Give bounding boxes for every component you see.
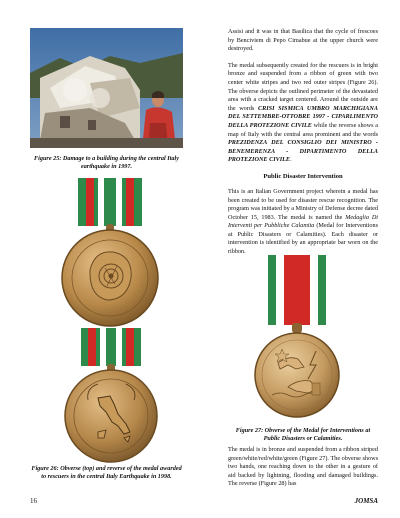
right-column: [228, 28, 378, 265]
figure-26-obverse-medal: [55, 178, 165, 338]
figure-25-caption: Figure 25: Damage to a building during the central Italy earthquake in 1997.: [34, 155, 179, 170]
paragraph-text: (Medal for Interventions at Public Disasters or Calamities). Each disaster or intervention is identified by an appropriate bar worn on the ribbon.: [228, 222, 378, 256]
journal-name: JOMSA: [354, 497, 378, 505]
section-heading: Public Disaster Intervention: [263, 172, 343, 180]
obverse-inscription: CRISI SISMICA UMBRO MARCHIGIANA DEL SETTEMBRE-OTTOBRE 1997 - CIPARLIMENTO DELLA PROTEZIONE CIVILE: [228, 104, 378, 129]
figure-27-medal: [238, 255, 356, 420]
paragraph-program: [228, 188, 378, 257]
figure-25-photo: [30, 28, 183, 148]
reverse-inscription: PREZIDENZA DEL CONSIGLIO DEI MINISTRO - BENEMERENZA - DIPARTIMENTO DELLA PROTEZIONE CIVILE: [228, 139, 378, 164]
figure-26-reverse-medal: [58, 328, 163, 468]
figure-26-caption: Figure 26: Obverse (top) and reverse of the medal awarded to rescuers in the central Italy Earthquake in 1998.: [31, 465, 182, 480]
medal-name: Medaglia Di Interventi per Pubbliche Calamita: [228, 213, 379, 230]
paragraph-text: while the reverse shows a map of Italy with the central area prominent and the words: [228, 121, 379, 138]
paragraph-assisi: Assisi and it was in that Basilica that the cycle of frescoes by Benciviem di Pepo Cimabue at the upper church were destroyed.: [228, 28, 378, 53]
paragraph-text: .: [290, 156, 292, 164]
page-number: 16: [30, 497, 37, 505]
paragraph-text: The medal subsequently created for the rescuers is in bright bronze and suspended from a ribbon of green with two center white stripes and two red outer stripes (Figure 26). The obverse depicts the outlined perimeter of the devastated area with a cracked target centered. Around the outside are the words: [228, 61, 378, 112]
paragraph-medal-bronze: The medal is in bronze and suspended from a ribbon striped green/white/red/white/green (Figure 27). The obverse shows two hands, one reaching down to the other in a gesture of aid backed by lightning, flooding and damaged buildings. The reverse (Figure 28) has: [228, 446, 378, 488]
paragraph-medal-description: [228, 62, 378, 165]
figure-27-caption: Figure 27: Obverse of the Medal for Interventions at Public Disasters or Calamities.: [235, 427, 371, 442]
left-column: [30, 28, 183, 498]
paragraph-text: This is an Italian Government project wherein a medal has been created to be used for disaster rescue recognition. The program was initiated by a Ministry of Defense decree dated October 15, 1983. The medal is named the: [228, 187, 378, 221]
